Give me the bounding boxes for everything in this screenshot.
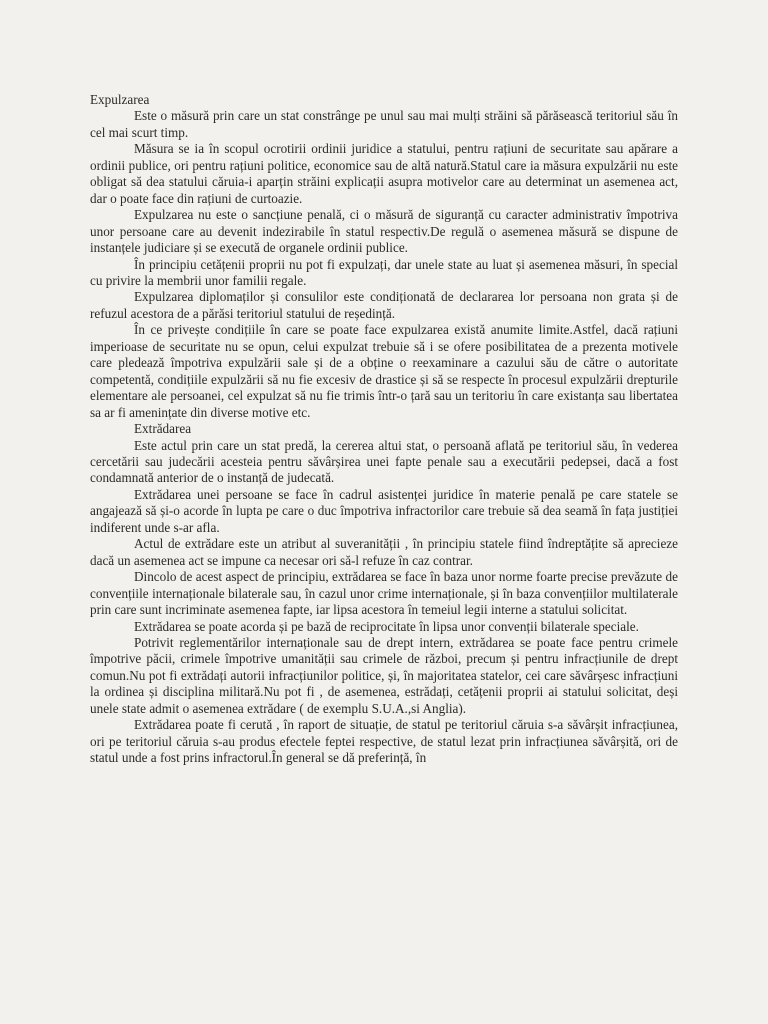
paragraph: În principiu cetățenii proprii nu pot fi expulzați, dar unele state au luat și asemenea măsuri, în special cu privire la membrii unor familii regale. [90,256,678,288]
section-heading: Extrădarea [134,421,192,437]
paragraph: Actul de extrădare este un atribut al suveranității , în principiu statele fiind îndreptățite să aprecieze dacă un asemenea act se impune ca necesar ori să-l refuze în caz contrar. [90,536,678,568]
section-heading: Expulzarea [90,92,150,107]
paragraph: Potrivit reglementărilor internaționale sau de drept intern, extrădarea se poate face pentru crimele împotrive păcii, crimele împotrive umanității sau crimele de război, precum și pentru infracțiunile de drept comun.Nu pot fi extrădați autorii infracțiunilor politice, și, în majoritatea statelor, cei care săvârșesc infracțiuni la ordinea și disciplina militară.Nu pot fi , de asemenea, estrădați, cetățenii proprii ai statului solicitat, deși unele state admit o asemenea extrădare ( de exemplu S.U.A.,si Anglia). [90,634,678,716]
paragraph: Măsura se ia în scopul ocrotirii ordinii juridice a statului, pentru rațiuni de securitate sau apărare a ordinii publice, ori pentru rațiuni politice, economice sau de altă natură.Statul care ia măsura expulzării nu este obligat să dea statului căruia-i aparțin străini explicații asupra motivelor care au determinat un asemenea act, dar o poate face din rațiuni de curtoazie. [90,141,678,206]
document-page [90,92,678,767]
paragraph: Este actul prin care un stat predă, la cererea altui stat, o persoană aflată pe teritoriul său, în vederea cercetării sau judecării acesteia pentru săvârșirea unei fapte penale sau a executării pedepsei, dacă a fost condamnată anterior de o instanță de judecată. [90,437,678,486]
paragraph: În ce privește condițiile în care se poate face expulzarea există anumite limite.Astfel, dacă rațiuni imperioase de securitate nu se opun, celui expulzat trebuie să i se ofere posibilitatea de a prezenta motivele care pledează împotriva expulzării sale și de a obține o reexaminare a cazului său de către o autoritate competentă, condițiile expulzării să nu fie excesiv de drastice și să se respecte în procesul expulzării drepturile elementare ale persoanei, cel expulzat să nu fie trimis într-o țară sau un teritoriu în care existanța sau libertatea sa ar fi amenințate din diverse motive etc. [90,322,678,420]
paragraph: Este o măsură prin care un stat constrânge pe unul sau mai mulți străini să părăsească teritoriul său în cel mai scurt timp. [90,108,678,140]
paragraph: Extrădarea poate fi cerută , în raport de situație, de statul pe teritoriul căruia s-a săvârșit infracțiunea, ori pe teritoriul căruia s-au produs efectele feptei respective, de statul lezat prin infracțiunea săvârșită, ori de statul unde a fost prins infractorul.În general se dă preferință, în [90,717,678,766]
paragraph: Extrădarea se poate acorda și pe bază de reciprocitate în lipsa unor convenții bilaterale speciale. [134,618,639,634]
paragraph: Extrădarea unei persoane se face în cadrul asistenței juridice în materie penală pe care statele se angajează să și-o acorde în lupta pe care o duc împotriva infractorilor care trebuie să dea seamă în fața justiției indiferent unde s-ar afla. [90,486,678,535]
paragraph: Dincolo de acest aspect de principiu, extrădarea se face în baza unor norme foarte precise prevăzute de convențiile internaționale bilaterale sau, în cazul unor crime internaționale, și în baza convențiilor multilaterale prin care sunt incriminate asemenea fapte, iar lipsa acestora în temeiul legii interne a statului solicitat. [90,569,678,618]
paragraph: Expulzarea nu este o sancțiune penală, ci o măsură de siguranță cu caracter administrativ împotriva unor persoane care au devenit indezirabile în statul respectiv.De regulă o asemenea măsură se dispune de instanțele judiciare și se execută de organele ordinii publice. [90,207,678,256]
paragraph: Expulzarea diplomaților și consulilor este condiționată de declararea lor persoana non grata și de refuzul acestora de a părăsi teritoriul statului de reședință. [90,289,678,321]
